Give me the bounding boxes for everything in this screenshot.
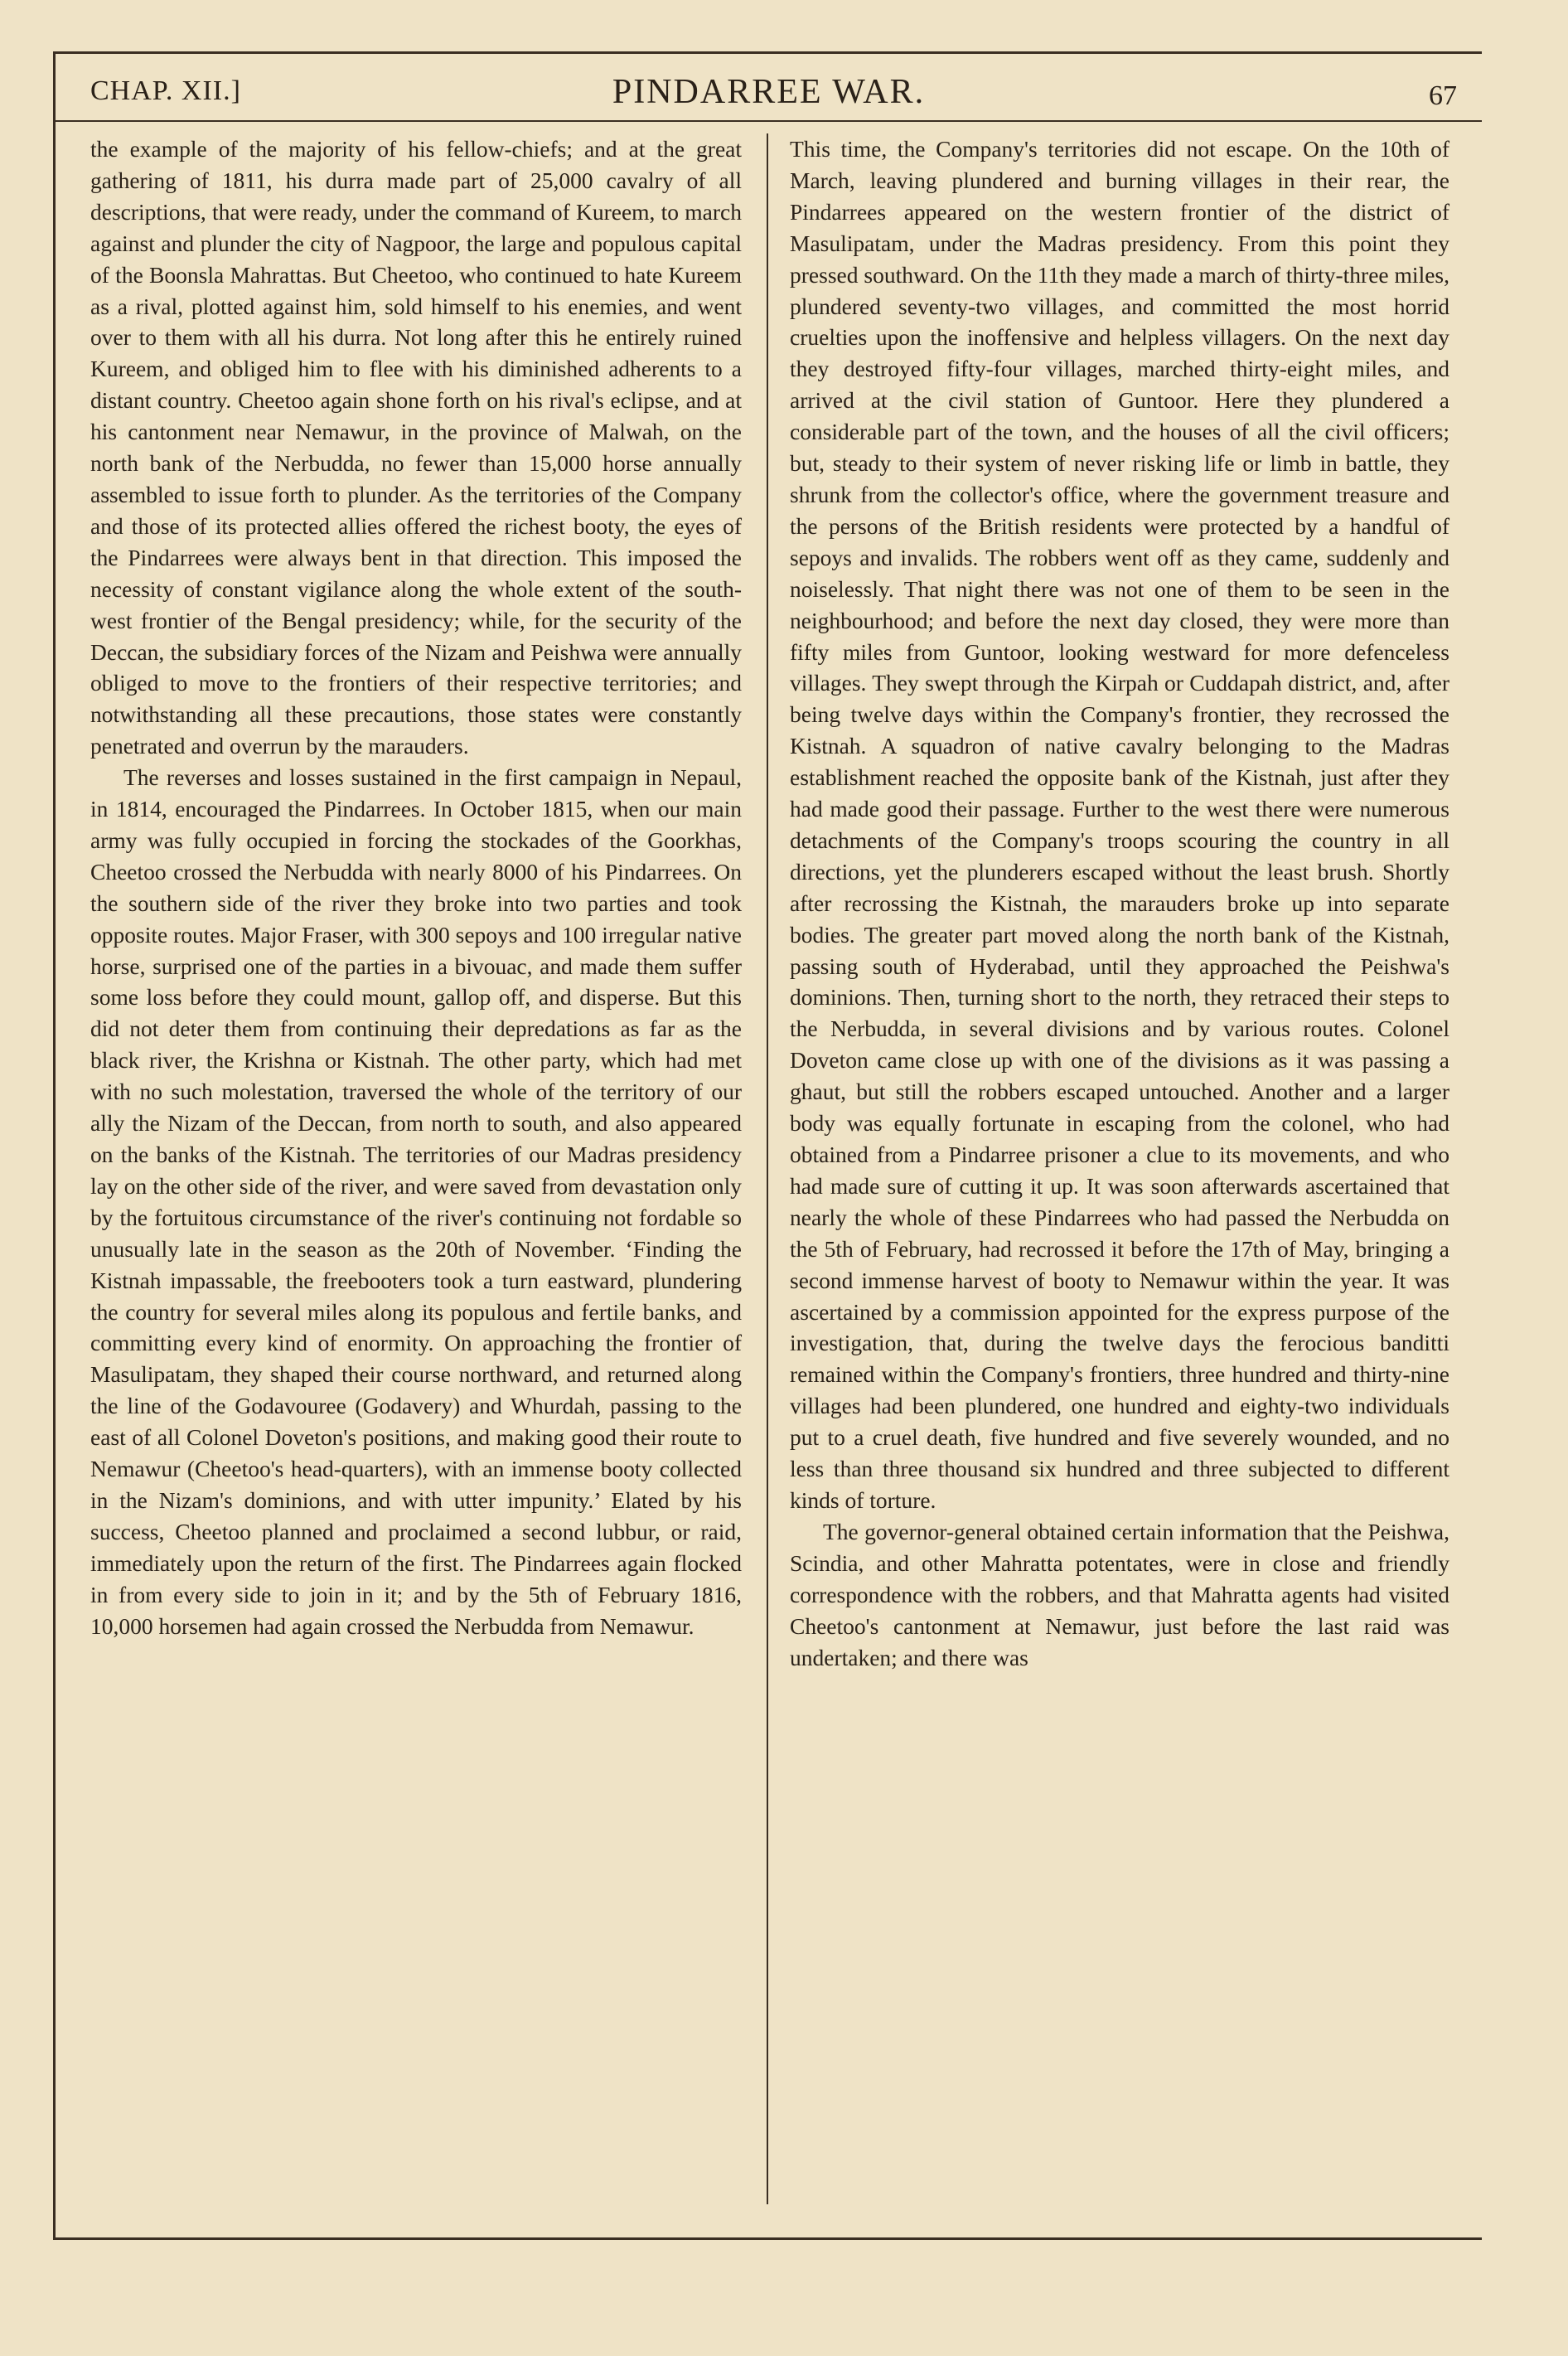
right-column <box>790 133 1449 2204</box>
column-divider <box>767 133 768 2204</box>
page-title: PINDARREE WAR. <box>612 73 926 111</box>
paragraph: The governor-general obtained certain information that the Peishwa, Scindia, and other Mahratta potentates, were in close and friendly correspondence with the robbers, and that Mahratta agents had visited Cheetoo's cantonment at Nemawur, just before the last raid was undertaken; and there was <box>790 1518 1449 1670</box>
paragraph: the example of the majority of his fellow-chiefs; and at the great gathering of 1811, his durra made part of 25,000 cavalry of all descriptions, that were ready, under the command of Kureem, to march against and plunder the city of Nagpoor, the large and populous capital of the Boonsla Mahrattas. But Cheetoo, who continued to hate Kureem as a rival, plotted against him, sold himself to his enemies, and went over to them with all his durra. Not long after this he entirely ruined Kureem, and obliged him to flee with his diminished adherents to a distant country. Cheetoo again shone forth on his rival's eclipse, and at his cantonment near Nemawur, in the province of Malwah, on the north bank of the Nerbudda, no fewer than 15,000 horse annually assembled to issue forth to plunder. As the territories of the Company and those of its protected allies offered the richest booty, the eyes of the Pindarrees were always bent in that direction. This imposed the necessity of constant vigilance along the whole extent of the south-west frontier of the Bengal presidency; while, for the security of the Deccan, the subsidiary forces of the Nizam and Peishwa were annually obliged to move to the frontiers of their respective territories; and notwithstanding all these precautions, those states were constantly penetrated and overrun by the marauders. <box>90 136 742 759</box>
paragraph: This time, the Company's territories did not escape. On the 10th of March, leaving plundered and burning villages in their rear, the Pindarrees appeared on the western frontier of the district of Masulipatam, under the Madras presidency. From this point they pressed southward. On the 11th they made a march of thirty-three miles, plundered seventy-two villages, and committed the most horrid cruelties upon the inoffensive and helpless villagers. On the next day they destroyed fifty-four villages, marched thirty-eight miles, and arrived at the civil station of Guntoor. Here they plundered a considerable part of the town, and the houses of all the civil officers; but, steady to their system of never risking life or limb in battle, they shrunk from the collector's office, where the government treasure and the persons of the British residents were protected by a handful of sepoys and invalids. The robbers went off as they came, suddenly and noiselessly. That night there was not one of them to be seen in the neighbourhood; and before the next day closed, they were more than fifty miles from Guntoor, looking westward for more defenceless villages. They swept through the Kirpah or Cuddapah district, and, after being twelve days within the Company's frontier, they recrossed the Kistnah. A squadron of native cavalry belonging to the Madras establishment reached the opposite bank of the Kistnah, just after they had made good their passage. Further to the west there were numerous detachments of the Company's troops scouring the country in all directions, yet the plunderers escaped without the least brush. Shortly after recrossing the Kistnah, the marauders broke up into separate bodies. The greater part moved along the north bank of the Kistnah, passing south of Hyderabad, until they approached the Peishwa's dominions. Then, turning short to the north, they retraced their steps to the Nerbudda, in several divisions and by various routes. Colonel Doveton came close up with one of the divisions as it was passing a ghaut, but still the robbers escaped untouched. Another and a larger body was equally fortunate in escaping from the colonel, who had obtained from a Pindarree prisoner a clue to its movements, and who had made sure of cutting it up. It was soon afterwards ascertained that nearly the whole of these Pindarrees who had passed the Nerbudda on the 5th of February, had recrossed it before the 17th of May, bringing a second immense harvest of booty to Nemawur within the year. It was ascertained by a commission appointed for the express purpose of the investigation, that, during the twelve days the ferocious banditti remained within the Company's frontiers, three hundred and thirty-nine villages had been plundered, one hundred and eighty-two individuals put to a cruel death, five hundred and five severely wounded, and no less than three thousand six hundred and three subjected to different kinds of torture. <box>790 136 1449 1513</box>
running-header <box>56 54 1482 122</box>
paragraph: The reverses and losses sustained in the first campaign in Nepaul, in 1814, encouraged the Pindarrees. In October 1815, when our main army was fully occupied in forcing the stockades of the Goorkhas, Cheetoo crossed the Nerbudda with nearly 8000 of his Pindarrees. On the southern side of the river they broke into two parties and took opposite routes. Major Fraser, with 300 sepoys and 100 irregular native horse, surprised one of the parties in a bivouac, and made them suffer some loss before they could mount, gallop off, and disperse. But this did not deter them from continuing their depredations as far as the black river, the Krishna or Kistnah. The other party, which had met with no such molestation, traversed the whole of the territory of our ally the Nizam of the Deccan, from north to south, and also appeared on the banks of the Kistnah. The territories of our Madras presidency lay on the other side of the river, and were saved from devastation only by the fortuitous circumstance of the river's continuing not fordable so unusually late in the season as the 20th of November. ‘Finding the Kistnah impassable, the freebooters took a turn eastward, plundering the country for several miles along its populous and fertile banks, and committing every kind of enormity. On approaching the frontier of Masulipatam, they shaped their course northward, and returned along the line of the Godavouree (Godavery) and Whurdah, passing to the east of all Colonel Doveton's positions, and making good their route to Nemawur (Cheetoo's head-quarters), with an immense booty collected in the Nizam's dominions, and with utter impunity.’ Elated by his success, Cheetoo planned and proclaimed a second lubbur, or raid, immediately upon the return of the first. The Pindarrees again flocked in from every side to join in it; and by the 5th of February 1816, 10,000 horsemen had again crossed the Nerbudda from Nemawur. <box>90 764 742 1639</box>
page-number: 67 <box>1429 80 1457 111</box>
chapter-label: CHAP. XII.] <box>90 75 241 106</box>
left-column <box>90 133 742 2204</box>
page-frame <box>53 51 1482 2240</box>
